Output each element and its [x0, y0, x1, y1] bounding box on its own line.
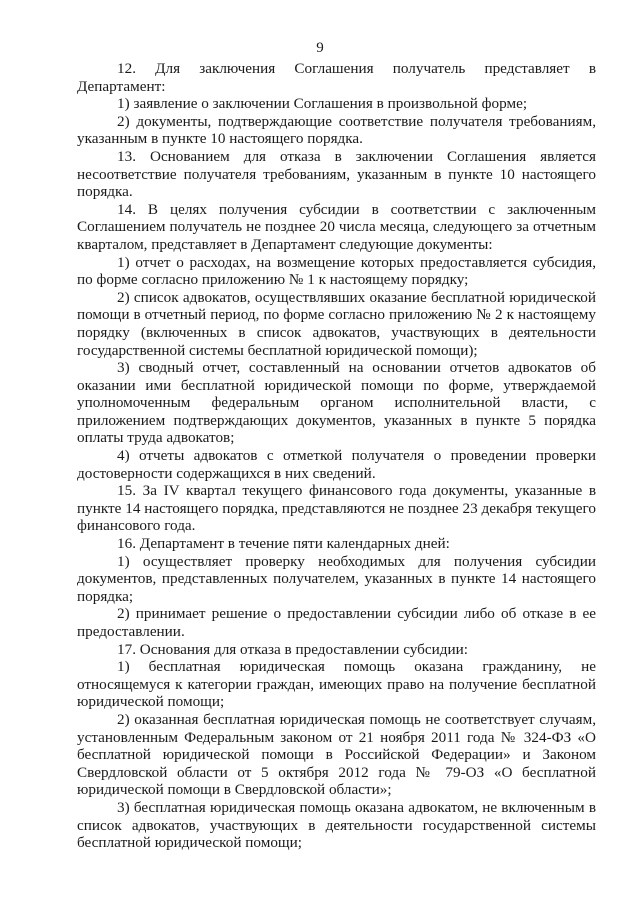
paragraph: 14. В целях получения субсидии в соответствии с заключенным Соглашением получатель не позднее 20 числа месяца, следующего за отчетным кварталом, представляет в Департамент следующие документы:	[77, 200, 596, 253]
paragraph: 1) бесплатная юридическая помощь оказана гражданину, не относящемуся к категории граждан, имеющих право на получение бесплатной юридической помощи;	[77, 658, 596, 711]
paragraph: 2) список адвокатов, осуществлявших оказание бесплатной юридической помощи в отчетный период, по форме согласно приложению № 2 к настоящему порядку (включенных в список адвокатов, участвующих в деятельности государственной системы бесплатной юридической помощи);	[77, 288, 596, 359]
paragraph: 17. Основания для отказа в предоставлении субсидии:	[117, 640, 468, 658]
paragraph: 12. Для заключения Соглашения получатель представляет в Департамент:	[77, 60, 596, 95]
paragraph: 2) документы, подтверждающие соответствие получателя требованиям, указанным в пункте 10 настоящего порядка.	[77, 112, 596, 148]
paragraph: 16. Департамент в течение пяти календарных дней:	[117, 535, 450, 553]
paragraph: 3) бесплатная юридическая помощь оказана адвокатом, не включенным в список адвокатов, участвующих в деятельности государственной системы бесплатной юридической помощи;	[77, 798, 596, 852]
paragraph: 15. За IV квартал текущего финансового года документы, указанные в пункте 14 настоящего порядка, представляются не позднее 23 декабря текущего финансового года.	[77, 482, 596, 535]
document-body	[77, 60, 596, 852]
paragraph: 1) заявление о заключении Соглашения в произвольной форме;	[117, 95, 528, 113]
paragraph: 2) оказанная бесплатная юридическая помощь не соответствует случаям, установленным Федеральным законом от 21 ноября 2011 года № 324-ФЗ «О бесплатной юридической помощи в Российской Федерации» и Законом Свердловской области от 5 октября 2012 года № 79-ОЗ «О бесплатной юридической помощи в Свердловской области»;	[77, 710, 596, 799]
paragraph: 4) отчеты адвокатов с отметкой получателя о проведении проверки достоверности содержащихся в них сведений.	[77, 447, 596, 482]
paragraph: 13. Основанием для отказа в заключении Соглашения является несоответствие получателя требованиям, указанным в пункте 10 настоящего порядка.	[77, 147, 596, 201]
paragraph: 1) осуществляет проверку необходимых для получения субсидии документов, представленных получателем, указанных в пункте 14 настоящего порядка;	[77, 552, 596, 605]
paragraph: 3) сводный отчет, составленный на основании отчетов адвокатов об оказании ими бесплатной юридической помощи по форме, утверждаемой уполномоченным федеральным органом исполнительной власти, с приложением подтверждающих документов, указанных в пункте 5 порядка оплаты труда адвокатов;	[77, 359, 596, 447]
paragraph: 1) отчет о расходах, на возмещение которых предоставляется субсидия, по форме согласно приложению № 1 к настоящему порядку;	[77, 253, 596, 289]
page-number: 9	[316, 40, 324, 56]
paragraph: 2) принимает решение о предоставлении субсидии либо об отказе в ее предоставлении.	[77, 605, 596, 640]
